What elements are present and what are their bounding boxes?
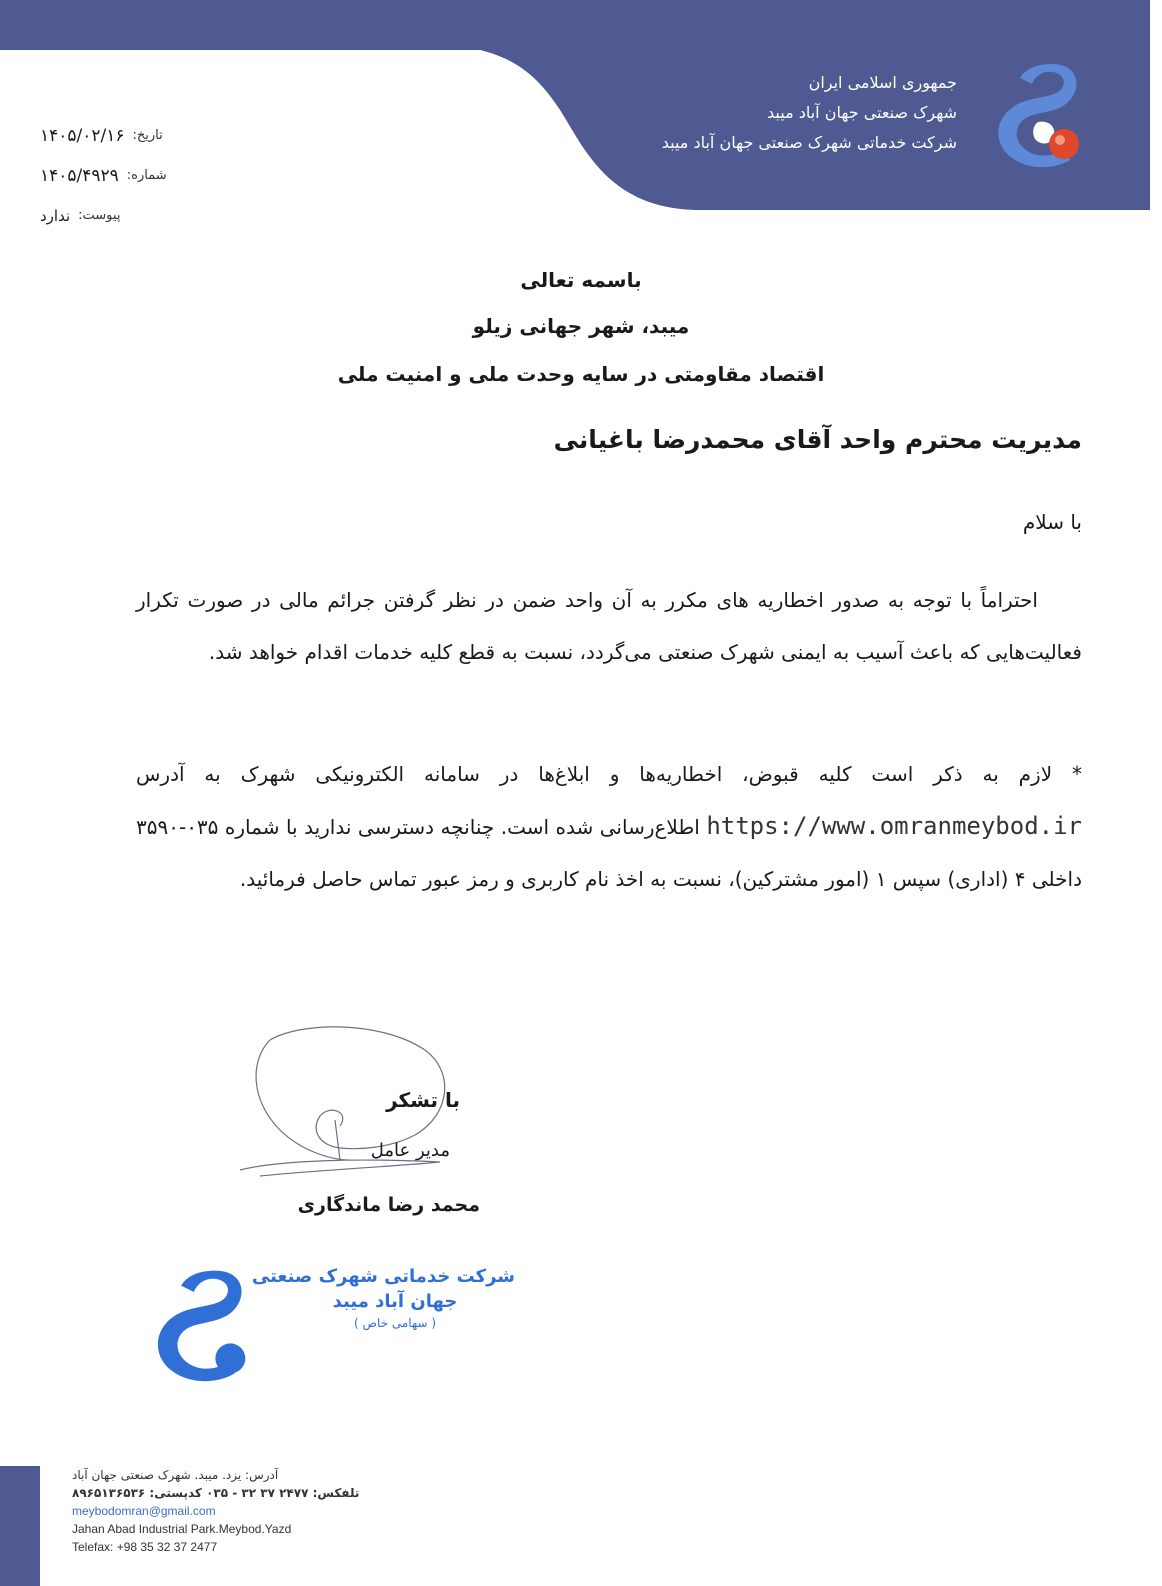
city-slogan: میبد، شهر جهانی زیلو [472,314,690,338]
signer-title: مدیر عامل [370,1140,450,1161]
notice-text-part2: اطلاع‌رسانی شده است. چنانچه دسترسی ندارید با شماره ۰۳۵-۳۵۹۰ داخلی ۴ (اداری) سپس ۱ (امور مشترکین)، نسبت به اخذ نام کاربری و رمز عبور تماس حاصل فرمائید. [136,815,1082,891]
footer-address-en: Jahan Abad Industrial Park.Meybod.Yazd [72,1522,292,1536]
number-label: شماره: [126,168,167,183]
year-slogan: اقتصاد مقاومتی در سایه وحدت ملی و امنیت ملی [337,362,825,386]
company-logo-icon [990,56,1090,168]
signer-name: محمد رضا ماندگاری [297,1194,480,1216]
date-value: ۱۴۰۵/۰۲/۱۶ [40,126,125,146]
greeting: با سلام [1022,510,1082,534]
attachment-label: پیوست: [78,208,121,223]
company-stamp [145,1262,515,1392]
footer-bar [0,1466,40,1586]
footer-phones: تلفکس: ۲۴۷۷ ۳۷ ۳۲ - ۰۳۵ کدپستی: ۸۹۶۵۱۳۶۵۳۶ [72,1486,360,1500]
date-row [40,116,240,156]
attachment-value: ندارد [40,207,71,225]
footer-telefax-en: Telefax: +98 35 32 37 2477 [72,1540,218,1554]
org-line-park: شهرک صنعتی جهان آباد میبد [767,103,957,122]
closing: با تشکر [386,1088,460,1112]
paragraph-main-text: احتراماً با توجه به صدور اخطاریه های مکرر به آن واحد ضمن در نظر گرفتن جرائم مالی در صورت تکرار فعالیت‌هایی که باعث آسیب به ایمنی شهرک صنعتی می‌گردد، نسبت به قطع کلیه خدمات اقدام خواهد شد. [136,588,1082,664]
stamp-text [251,1266,515,1330]
paragraph-main [136,574,1082,678]
stamp-logo-icon [145,1262,260,1382]
attachment-row [40,196,240,236]
stamp-line-company: شرکت خدماتی شهرک صنعتی [251,1266,515,1287]
number-value: ۱۴۰۵/۴۹۲۹ [40,166,119,186]
header-organization [537,68,957,158]
letter-meta [40,116,240,236]
org-line-company: شرکت خدماتی شهرک صنعتی جهان آباد میبد [661,133,957,152]
recipient: مدیریت محترم واحد آقای محمدرضا باغیانی [553,425,1082,454]
paragraph-notice [136,748,1082,905]
footer-address: آدرس: یزد. میبد. شهرک صنعتی جهان آباد [72,1468,279,1482]
org-line-country: جمهوری اسلامی ایران [808,73,957,92]
signature-area [240,1020,500,1240]
footer-email[interactable]: meybodomran@gmail.com [72,1504,216,1518]
stamp-line-location: جهان آباد میبد [332,1291,458,1312]
notice-text-part1: * لازم به ذکر است کلیه قبوض، اخطاریه‌ها و ابلاغ‌ها در سامانه الکترونیکی شهرک به آدرس [136,762,1082,786]
number-row [40,156,240,196]
website-link[interactable]: https://www.omranmeybod.ir [706,812,1082,840]
stamp-line-type: ( سهامی خاص ) [353,1316,437,1330]
footer [72,1466,432,1556]
invocation: باسمه تعالی [520,268,642,292]
date-label: تاریخ: [132,128,163,143]
